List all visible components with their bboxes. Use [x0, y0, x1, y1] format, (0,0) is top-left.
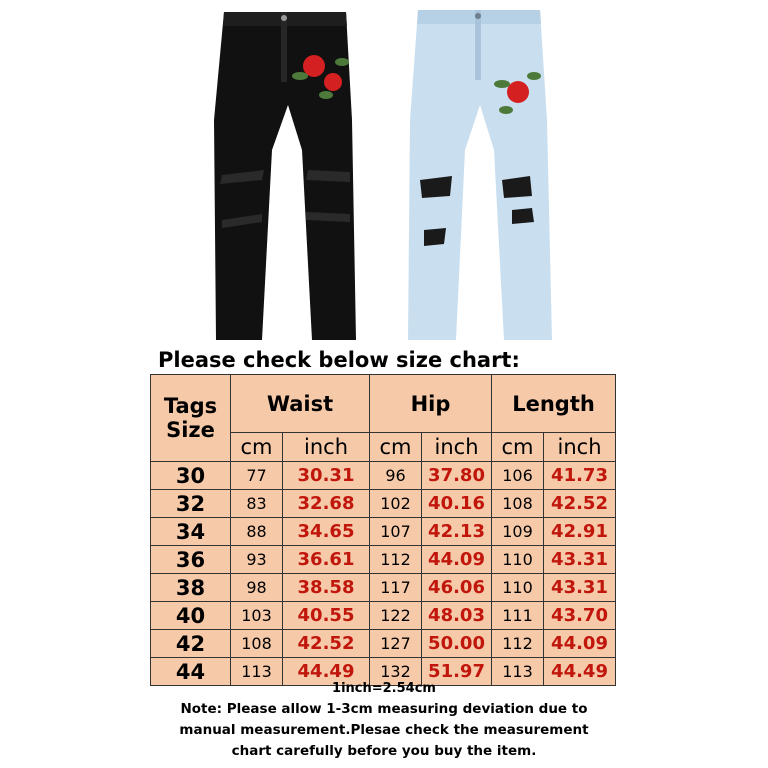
waist-cm-cell: 77 [231, 462, 283, 490]
unit-header: inch [283, 433, 370, 462]
size-cell: 36 [151, 546, 231, 574]
waist-inch-cell: 40.55 [283, 602, 370, 630]
size-cell: 38 [151, 574, 231, 602]
length-inch-cell: 42.52 [544, 490, 616, 518]
table-row [151, 462, 616, 490]
waist-cm-cell: 88 [231, 518, 283, 546]
table-row [151, 490, 616, 518]
length-cm-cell: 111 [492, 602, 544, 630]
length-inch-cell: 44.09 [544, 630, 616, 658]
waist-cm-cell: 103 [231, 602, 283, 630]
note-line: manual measurement.Plesae check the measurement [179, 722, 589, 738]
waist-inch-cell: 30.31 [283, 462, 370, 490]
light-blue-jeans-image [408, 10, 552, 340]
note-line: Note: Please allow 1-3cm measuring deviation due to [180, 701, 588, 717]
size-header-line2: Size [166, 418, 215, 442]
hip-inch-cell: 40.16 [422, 490, 492, 518]
waist-inch-cell: 38.58 [283, 574, 370, 602]
length-cm-cell: 108 [492, 490, 544, 518]
waist-inch-cell: 42.52 [283, 630, 370, 658]
hip-inch-cell: 42.13 [422, 518, 492, 546]
length-cm-cell: 110 [492, 546, 544, 574]
size-chart-table [150, 374, 616, 686]
product-photo [0, 0, 768, 345]
black-jeans-image [214, 12, 356, 340]
length-inch-cell: 44.49 [544, 658, 616, 686]
table-row [151, 518, 616, 546]
unit-conversion-note: 1inch=2.54cm [332, 681, 436, 696]
unit-header: cm [370, 433, 422, 462]
hip-cm-cell: 122 [370, 602, 422, 630]
length-cm-cell: 106 [492, 462, 544, 490]
hip-cm-cell: 102 [370, 490, 422, 518]
size-column-header [151, 375, 231, 462]
hip-inch-cell: 37.80 [422, 462, 492, 490]
size-cell: 42 [151, 630, 231, 658]
length-inch-cell: 42.91 [544, 518, 616, 546]
length-cm-cell: 112 [492, 630, 544, 658]
hip-cm-cell: 107 [370, 518, 422, 546]
measurement-note [0, 699, 768, 762]
waist-inch-cell: 32.68 [283, 490, 370, 518]
length-inch-cell: 43.31 [544, 546, 616, 574]
unit-header: inch [544, 433, 616, 462]
waist-inch-cell: 44.49 [283, 658, 370, 686]
waist-cm-cell: 108 [231, 630, 283, 658]
length-header: Length [492, 375, 616, 433]
unit-header: cm [492, 433, 544, 462]
hip-inch-cell: 44.09 [422, 546, 492, 574]
hip-cm-cell: 132 [370, 658, 422, 686]
hip-cm-cell: 96 [370, 462, 422, 490]
hip-header: Hip [370, 375, 492, 433]
length-cm-cell: 113 [492, 658, 544, 686]
size-chart-heading: Please check below size chart: [158, 348, 520, 372]
waist-inch-cell: 36.61 [283, 546, 370, 574]
hip-inch-cell: 50.00 [422, 630, 492, 658]
length-inch-cell: 43.31 [544, 574, 616, 602]
table-row [151, 602, 616, 630]
size-header-line1: Tags [163, 394, 218, 418]
unit-header: inch [422, 433, 492, 462]
length-cm-cell: 110 [492, 574, 544, 602]
size-cell: 40 [151, 602, 231, 630]
waist-cm-cell: 113 [231, 658, 283, 686]
note-line: chart carefully before you buy the item. [231, 743, 537, 759]
table-row [151, 574, 616, 602]
unit-header: cm [231, 433, 283, 462]
table-row [151, 546, 616, 574]
size-cell: 34 [151, 518, 231, 546]
size-cell: 44 [151, 658, 231, 686]
hip-inch-cell: 48.03 [422, 602, 492, 630]
waist-cm-cell: 83 [231, 490, 283, 518]
waist-inch-cell: 34.65 [283, 518, 370, 546]
waist-header: Waist [231, 375, 370, 433]
hip-inch-cell: 51.97 [422, 658, 492, 686]
length-inch-cell: 43.70 [544, 602, 616, 630]
hip-cm-cell: 117 [370, 574, 422, 602]
hip-cm-cell: 112 [370, 546, 422, 574]
waist-cm-cell: 98 [231, 574, 283, 602]
size-cell: 32 [151, 490, 231, 518]
waist-cm-cell: 93 [231, 546, 283, 574]
length-inch-cell: 41.73 [544, 462, 616, 490]
hip-inch-cell: 46.06 [422, 574, 492, 602]
size-cell: 30 [151, 462, 231, 490]
table-row [151, 630, 616, 658]
hip-cm-cell: 127 [370, 630, 422, 658]
length-cm-cell: 109 [492, 518, 544, 546]
